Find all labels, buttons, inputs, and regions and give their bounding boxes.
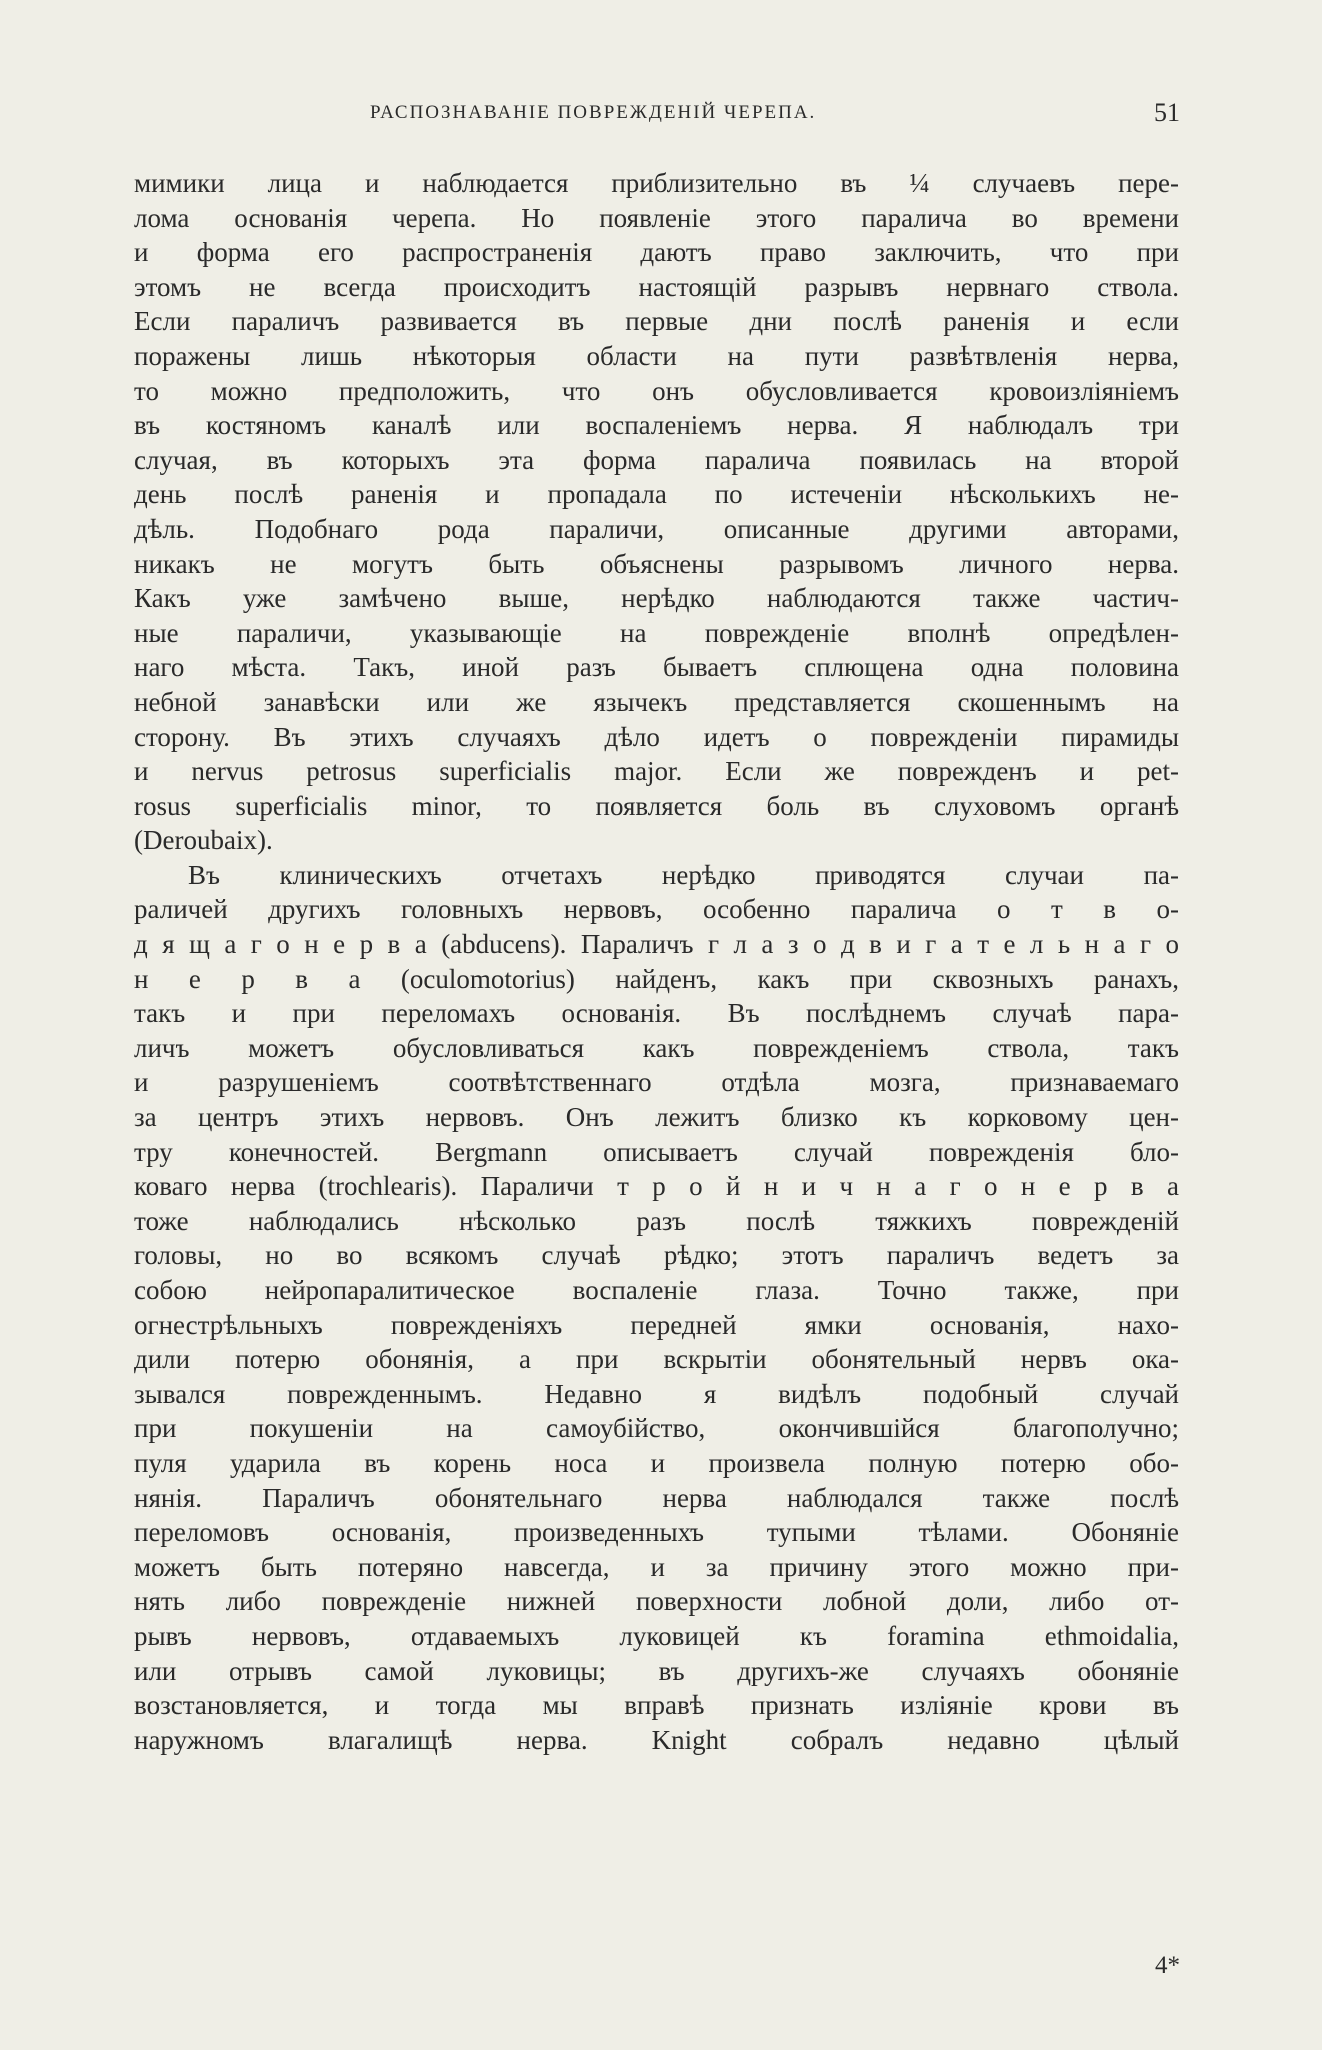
text-line: рывъ нервовъ, отдаваемыхъ луковицей къ foramina ethmoidalia, xyxy=(134,1620,1179,1651)
text-line: и разрушеніемъ соотвѣтственнаго отдѣла мозга, признаваемаго xyxy=(134,1067,1179,1098)
text-line: Какъ уже замѣчено выше, нерѣдко наблюдаются также частич- xyxy=(134,583,1179,614)
text-line: личъ можетъ обусловливаться какъ поврежденіемъ ствола, такъ xyxy=(134,1032,1179,1063)
text-line: и nervus petrosus superficialis major. Если же поврежденъ и pet- xyxy=(134,756,1179,787)
paragraph-end-line: (Deroubaix). xyxy=(134,825,273,856)
text-line: коваго нерва (trochlearis). Параличи т р о й н и ч н а г о н е р в а xyxy=(134,1171,1179,1202)
text-line: то можно предположить, что онъ обусловливается кровоизліяніемъ xyxy=(134,375,1179,406)
text-line: сторону. Въ этихъ случаяхъ дѣло идетъ о поврежденіи пирамиды xyxy=(134,721,1179,752)
text-line: никакъ не могутъ быть объяснены разрывомъ личного нерва. xyxy=(134,548,1179,579)
text-line: тоже наблюдались нѣсколько разъ послѣ тяжкихъ поврежденій xyxy=(134,1205,1179,1236)
text-line: зывался поврежденнымъ. Недавно я видѣлъ подобный случай xyxy=(134,1378,1179,1409)
text-line: пуля ударила въ корень носа и произвела полную потерю обо- xyxy=(134,1447,1179,1478)
text-line: день послѣ раненія и пропадала по истеченіи нѣсколькихъ не- xyxy=(134,479,1179,510)
text-line: можетъ быть потеряно навсегда, и за причину этого можно при- xyxy=(134,1551,1179,1582)
text-line: въ костяномъ каналѣ или воспаленіемъ нерва. Я наблюдалъ три xyxy=(134,410,1179,441)
text-line: мимики лица и наблюдается приблизительно въ ¼ случаевъ пере- xyxy=(134,168,1179,198)
text-line: лома основанія черепа. Но появленіе этого паралича во времени xyxy=(134,202,1179,233)
text-line: Если параличъ развивается въ первые дни послѣ раненія и если xyxy=(134,306,1179,337)
page-number: 51 xyxy=(1154,98,1180,127)
text-line: наго мѣста. Такъ, иной разъ бываетъ сплющена одна половина xyxy=(134,652,1179,683)
text-line: ные параличи, указывающіе на поврежденіе вполнѣ опредѣлен- xyxy=(134,617,1179,648)
text-line: д я щ а г о н е р в а (abducens). Параличъ г л а з о д в и г а т е л ь н а г о xyxy=(134,929,1179,960)
text-line: н е р в а (oculomotorius) найденъ, какъ при сквозныхъ ранахъ, xyxy=(134,963,1179,994)
signature-mark: 4* xyxy=(1155,1952,1180,1979)
text-line: тру конечностей. Bergmann описываетъ случай поврежденія бло- xyxy=(134,1136,1179,1167)
text-line: головы, но во всякомъ случаѣ рѣдко; этотъ параличъ ведетъ за xyxy=(134,1240,1179,1271)
text-line: переломовъ основанія, произведенныхъ тупыми тѣлами. Обоняніе xyxy=(134,1517,1179,1548)
text-line: дили потерю обонянія, а при вскрытіи обонятельный нервъ ока- xyxy=(134,1344,1179,1375)
body-text xyxy=(134,166,1179,1757)
running-head: РАСПОЗНАВАНІЕ ПОВРЕЖДЕНІЙ ЧЕРЕПА. xyxy=(370,102,817,123)
text-line: при покушеніи на самоубійство, окончившійся благополучно; xyxy=(134,1413,1179,1444)
text-line: случая, въ которыхъ эта форма паралича появилась на второй xyxy=(134,444,1179,475)
text-line: собою нейропаралитическое воспаленіе глаза. Точно также, при xyxy=(134,1275,1179,1305)
text-line: rosus superficialis minor, то появляется боль въ слуховомъ органѣ xyxy=(134,790,1179,821)
text-line: и форма его распространенія даютъ право заключить, что при xyxy=(134,237,1179,268)
text-line: огнестрѣльныхъ поврежденіяхъ передней ямки основанія, нахо- xyxy=(134,1309,1179,1340)
page-header xyxy=(140,98,1180,132)
text-line: раличей другихъ головныхъ нервовъ, особенно паралича о т в о- xyxy=(134,894,1179,925)
text-line: возстановляется, и тогда мы вправѣ признать изліяніе крови въ xyxy=(134,1690,1179,1721)
text-line: этомъ не всегда происходитъ настоящій разрывъ нервнаго ствола. xyxy=(134,271,1179,302)
paragraph-start-line: Въ клиническихъ отчетахъ нерѣдко приводятся случаи па- xyxy=(188,859,1179,890)
text-line: за центръ этихъ нервовъ. Онъ лежитъ близко къ корковому цен- xyxy=(134,1102,1179,1133)
text-line: или отрывъ самой луковицы; въ другихъ-же случаяхъ обоняніе xyxy=(134,1655,1179,1686)
text-line: нянія. Параличъ обонятельнаго нерва наблюдался также послѣ xyxy=(134,1482,1179,1513)
text-line: наружномъ влагалищѣ нерва. Knight собралъ недавно цѣлый xyxy=(134,1724,1179,1755)
text-line: такъ и при переломахъ основанія. Въ послѣднемъ случаѣ пара- xyxy=(134,998,1179,1029)
text-line: дѣль. Подобнаго рода параличи, описанные другими авторами, xyxy=(134,513,1179,544)
text-line: поражены лишь нѣкоторыя области на пути развѣтвленія нерва, xyxy=(134,340,1179,371)
text-line: небной занавѣски или же язычекъ представляется скошеннымъ на xyxy=(134,686,1179,717)
text-line: нять либо поврежденіе нижней поверхности лобной доли, либо от- xyxy=(134,1586,1179,1617)
